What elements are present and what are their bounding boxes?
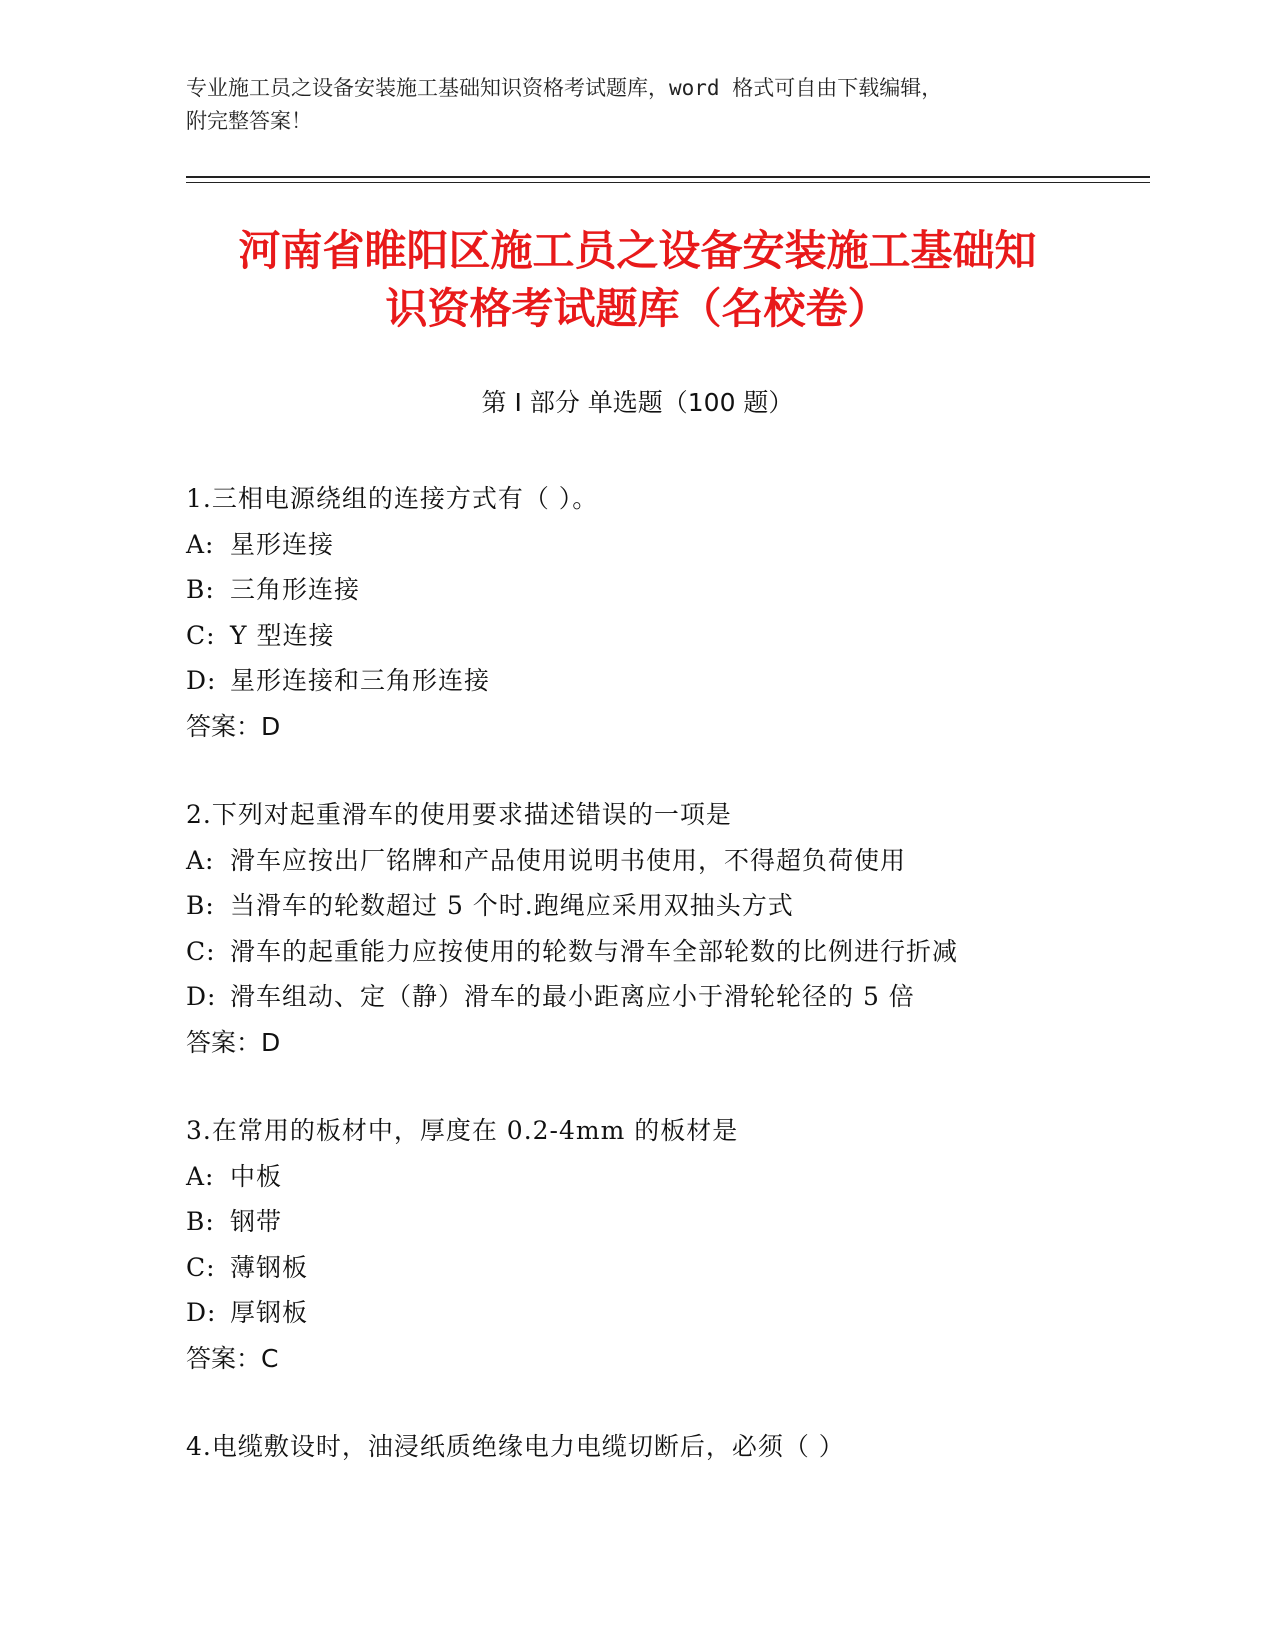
option-letter: D: xyxy=(186,982,217,1011)
header-note-line-1: 专业施工员之设备安装施工基础知识资格考试题库，word 格式可自由下载编辑， xyxy=(186,76,943,100)
option-letter: B: xyxy=(186,575,215,604)
option-d xyxy=(186,1290,1146,1336)
option-text: 滑车应按出厂铭牌和产品使用说明书使用，不得超负荷使用 xyxy=(230,845,907,875)
option-d xyxy=(186,658,1146,704)
option-c xyxy=(186,1245,1146,1291)
option-text: 厚钢板 xyxy=(230,1298,309,1327)
document-title xyxy=(120,222,1155,338)
option-text: 钢带 xyxy=(230,1207,283,1236)
option-text: 三角形连接 xyxy=(230,575,361,604)
document-header-note xyxy=(186,72,1086,138)
option-b xyxy=(186,567,1146,613)
section-title: 第 I 部分 单选题（100 题） xyxy=(481,388,794,417)
option-letter: A: xyxy=(186,845,215,875)
option-c xyxy=(186,929,1146,975)
option-text: Y 型连接 xyxy=(230,620,335,650)
question-list xyxy=(186,476,1146,1513)
answer: 答案：D xyxy=(186,1027,281,1057)
option-d xyxy=(186,974,1146,1020)
header-note-line-2: 附完整答案！ xyxy=(186,109,312,133)
option-letter: A: xyxy=(186,1161,215,1191)
option-text: 星形连接和三角形连接 xyxy=(230,666,491,695)
option-c xyxy=(186,613,1146,659)
option-a xyxy=(186,522,1146,568)
answer: 答案：D xyxy=(186,711,281,741)
option-text: 滑车的起重能力应按使用的轮数与滑车全部轮数的比例进行折减 xyxy=(230,936,959,966)
header-divider xyxy=(186,176,1150,178)
option-text: 滑车组动、定（静）滑车的最小距离应小于滑轮轮径的 5 倍 xyxy=(230,982,915,1011)
header-divider-thin xyxy=(186,182,1150,183)
option-text: 薄钢板 xyxy=(230,1252,309,1282)
option-text: 星形连接 xyxy=(230,529,335,559)
option-letter: D: xyxy=(186,1298,217,1327)
question-stem: 1.三相电源绕组的连接方式有（ ）。 xyxy=(186,484,599,513)
option-letter: D: xyxy=(186,666,217,695)
question-stem: 3.在常用的板材中，厚度在 0.2-4mm 的板材是 xyxy=(186,1116,739,1145)
option-letter: C: xyxy=(186,936,216,966)
option-letter: C: xyxy=(186,1252,216,1282)
document-title-line-2: 识资格考试题库（名校卷） xyxy=(385,284,890,333)
option-text: 中板 xyxy=(230,1161,283,1191)
document-title-line-1: 河南省睢阳区施工员之设备安装施工基础知 xyxy=(238,226,1037,275)
option-b xyxy=(186,883,1146,929)
option-text: 当滑车的轮数超过 5 个时.跑绳应采用双抽头方式 xyxy=(230,891,794,920)
option-a xyxy=(186,838,1146,884)
option-letter: C: xyxy=(186,620,216,650)
question-stem: 4.电缆敷设时，油浸纸质绝缘电力电缆切断后，必须（ ） xyxy=(186,1432,845,1461)
option-b xyxy=(186,1199,1146,1245)
question-stem: 2.下列对起重滑车的使用要求描述错误的一项是 xyxy=(186,800,732,829)
option-letter: B: xyxy=(186,891,215,920)
question-4 xyxy=(186,1424,1146,1470)
question-3 xyxy=(186,1108,1146,1381)
answer: 答案：C xyxy=(186,1343,279,1373)
option-letter: B: xyxy=(186,1207,215,1236)
option-a xyxy=(186,1154,1146,1200)
question-1 xyxy=(186,476,1146,749)
question-2 xyxy=(186,792,1146,1065)
option-letter: A: xyxy=(186,529,215,559)
